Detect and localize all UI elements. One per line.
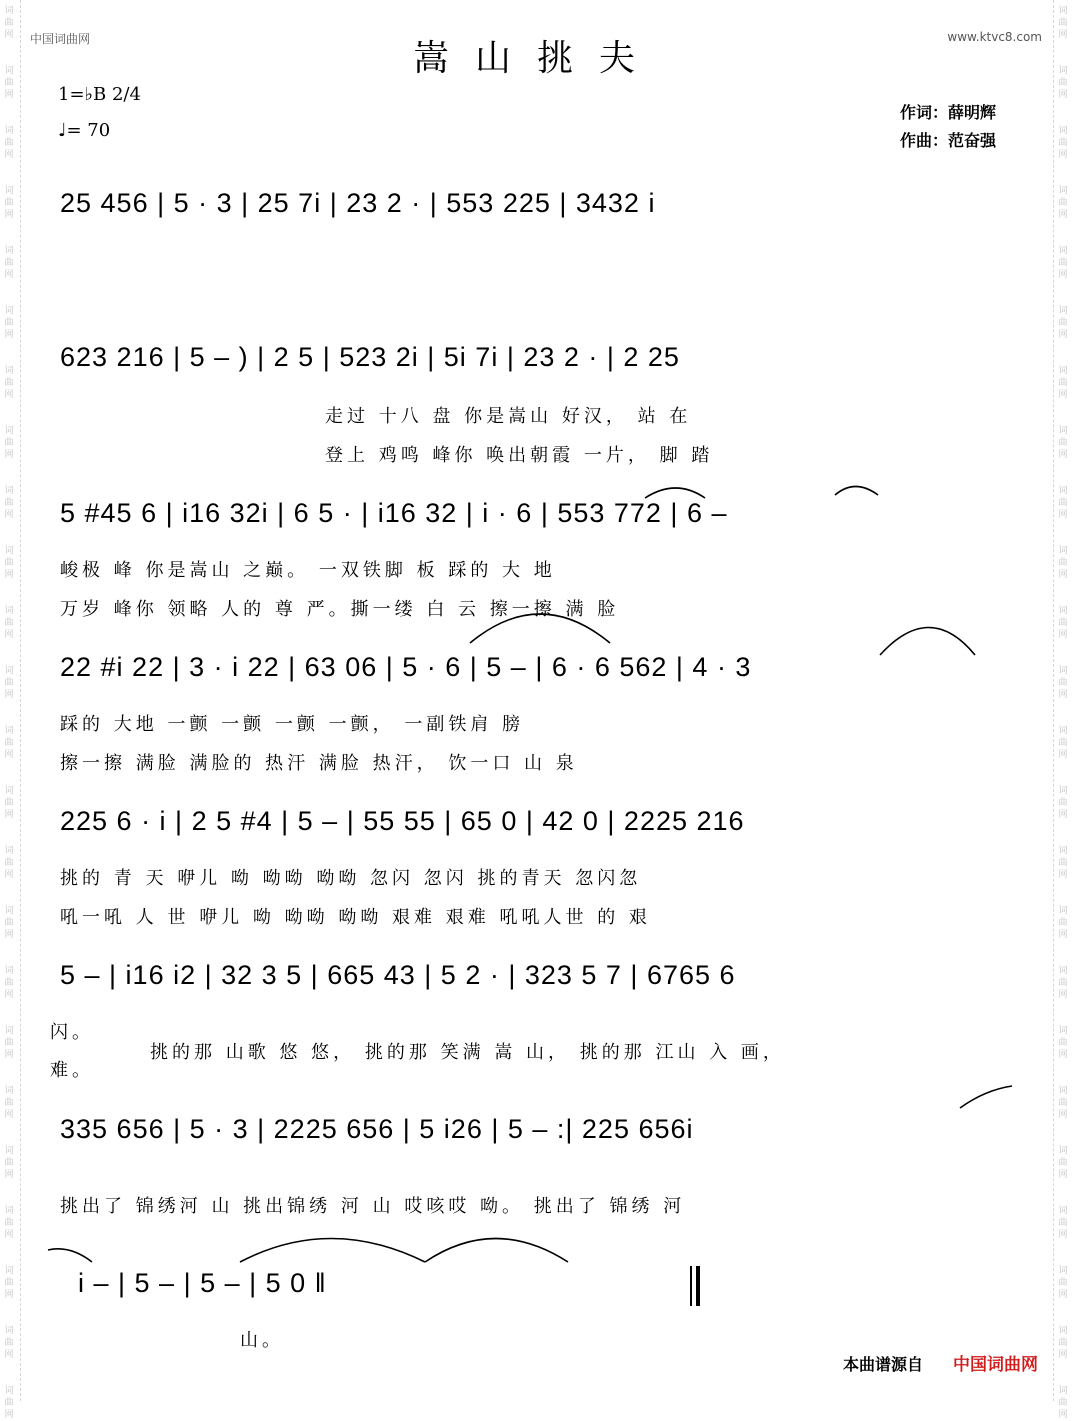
side-watermark-char: 网: [1058, 450, 1068, 460]
side-watermark-char: 网: [4, 390, 14, 400]
side-watermark-char: 曲: [1058, 138, 1068, 148]
slur-arc: [425, 1239, 568, 1263]
side-watermark-char: 网: [1058, 930, 1068, 940]
side-watermark-char: 网: [1058, 630, 1068, 640]
side-watermark-char: 网: [4, 150, 14, 160]
source-label: 本曲谱源自: [843, 1355, 924, 1374]
side-watermark-char: 网: [1058, 30, 1068, 40]
side-watermark-char: 曲: [4, 1278, 14, 1288]
side-watermark-char: 曲: [1058, 1218, 1068, 1228]
side-watermark-char: 网: [4, 750, 14, 760]
notation-line-3: 5 #45 6 | i16 32i | 6 5 · | i16 32 | i · 6 | 553 772 | 6 –: [60, 498, 728, 528]
side-watermark-char: 词: [4, 726, 14, 736]
side-watermark-char: 词: [1058, 546, 1068, 556]
side-watermark-char: 词: [1058, 246, 1068, 256]
side-watermark-char: 词: [4, 1266, 14, 1276]
lyric-line-5-verse-2: 吼一吼 人 世 咿儿 呦 呦呦 呦呦 艰难 艰难 吼吼人世 的 艰: [60, 907, 651, 928]
side-watermark-char: 网: [1058, 1230, 1068, 1240]
side-watermark-char: 网: [1058, 810, 1068, 820]
notation-line-8: i – | 5 – | 5 – | 5 0 ‖: [78, 1268, 327, 1298]
side-watermark-char: 网: [4, 450, 14, 460]
side-watermark-char: 词: [1058, 126, 1068, 136]
side-watermark-char: 词: [1058, 1146, 1068, 1156]
side-watermark-char: 网: [1058, 870, 1068, 880]
side-watermark-char: 词: [1058, 426, 1068, 436]
side-watermark-char: 网: [1058, 390, 1068, 400]
tempo-marking: ♩= 70: [58, 120, 111, 141]
side-watermark-char: 词: [4, 486, 14, 496]
lyric-line-3-verse-2: 万岁 峰你 领略 人的 尊 严。撕一缕 白 云 擦一擦 满 脸: [60, 599, 620, 620]
side-watermark-char: 网: [4, 210, 14, 220]
side-watermark-char: 网: [4, 30, 14, 40]
side-watermark-char: 曲: [1058, 558, 1068, 568]
key-signature: 1=♭B 2/4: [58, 84, 141, 105]
slur-arc: [240, 1239, 425, 1263]
side-watermark-char: 曲: [1058, 1398, 1068, 1408]
side-watermark-char: 曲: [4, 498, 14, 508]
side-watermark-char: 曲: [1058, 438, 1068, 448]
side-watermark-char: 曲: [1058, 1338, 1068, 1348]
side-watermark-char: 曲: [1058, 618, 1068, 628]
side-watermark-char: 词: [4, 246, 14, 256]
slur-arc: [880, 628, 975, 656]
slur-arc: [48, 1249, 92, 1262]
notation-line-7: 335 656 | 5 · 3 | 2225 656 | 5 i26 | 5 – :| 225 656i: [60, 1114, 694, 1144]
side-watermark-char: 词: [1058, 1206, 1068, 1216]
side-watermark-char: 曲: [1058, 318, 1068, 328]
side-watermark-char: 曲: [1058, 18, 1068, 28]
side-watermark-char: 曲: [4, 198, 14, 208]
side-watermark-char: 词: [1058, 1266, 1068, 1276]
slur-arc: [470, 614, 610, 643]
side-watermark-char: 词: [4, 126, 14, 136]
side-watermark-char: 网: [1058, 1290, 1068, 1300]
side-watermark-char: 网: [1058, 990, 1068, 1000]
side-watermark-char: 曲: [4, 678, 14, 688]
side-watermark-char: 曲: [4, 1098, 14, 1108]
side-watermark-char: 网: [4, 810, 14, 820]
notation-line-2: 623 216 | 5 – ) | 2 5 | 523 2i | 5i 7i | 23 2 · | 2 25: [60, 342, 680, 372]
side-watermark-char: 词: [1058, 1386, 1068, 1396]
side-watermark-char: 词: [1058, 726, 1068, 736]
side-watermark-char: 曲: [1058, 1158, 1068, 1168]
source-brand-link[interactable]: 中国词曲网: [953, 1355, 1038, 1375]
side-watermark-char: 曲: [1058, 798, 1068, 808]
side-watermark-char: 网: [4, 1050, 14, 1060]
side-watermark-char: 词: [4, 606, 14, 616]
side-watermark-char: 曲: [4, 1338, 14, 1348]
lyricist-credit: 作词：薛明辉: [900, 103, 997, 122]
side-watermark-char: 曲: [1058, 1098, 1068, 1108]
side-watermark-char: 词: [1058, 366, 1068, 376]
side-watermark-char: 词: [4, 66, 14, 76]
side-watermark-char: 曲: [1058, 198, 1068, 208]
side-watermark-char: 词: [4, 1026, 14, 1036]
side-watermark-char: 曲: [1058, 258, 1068, 268]
side-watermark-char: 网: [4, 990, 14, 1000]
side-watermark-char: 曲: [4, 798, 14, 808]
side-watermark-char: 词: [1058, 66, 1068, 76]
side-watermark-char: 网: [1058, 690, 1068, 700]
side-watermark-char: 词: [1058, 186, 1068, 196]
lyric-line-6-verse-1: 闪。: [50, 1022, 94, 1043]
side-watermark-char: 曲: [1058, 1278, 1068, 1288]
side-watermark-char: 词: [4, 546, 14, 556]
side-watermark-char: 词: [1058, 6, 1068, 16]
side-watermark-char: 网: [4, 690, 14, 700]
side-watermark-char: 词: [4, 186, 14, 196]
side-watermark-char: 曲: [4, 978, 14, 988]
side-watermark-char: 网: [4, 270, 14, 280]
side-watermark-char: 网: [4, 930, 14, 940]
notation-line-5: 225 6 · i | 2 5 #4 | 5 – | 55 55 | 65 0 | 42 0 | 2225 216: [60, 806, 745, 836]
notation-line-4: 22 #i 22 | 3 · i 22 | 63 06 | 5 · 6 | 5 – | 6 · 6 562 | 4 · 3: [60, 652, 752, 682]
side-watermark-char: 词: [1058, 1086, 1068, 1096]
side-watermark-char: 曲: [1058, 858, 1068, 868]
side-watermark-char: 词: [4, 666, 14, 676]
side-watermark-char: 网: [1058, 1110, 1068, 1120]
side-watermark-char: 网: [1058, 1350, 1068, 1360]
side-watermark-char: 网: [1058, 150, 1068, 160]
side-watermark-char: 词: [1058, 1026, 1068, 1036]
side-watermark-char: 网: [1058, 270, 1068, 280]
side-watermark-char: 曲: [1058, 78, 1068, 88]
side-watermark-char: 词: [4, 1146, 14, 1156]
side-watermark-char: 词: [1058, 666, 1068, 676]
lyric-line-2-verse-2: 登上 鸡鸣 峰你 唤出朝霞 一片， 脚 踏: [325, 445, 714, 466]
side-watermark-char: 网: [4, 1170, 14, 1180]
side-watermark-char: 网: [4, 1230, 14, 1240]
side-watermark-char: 词: [1058, 906, 1068, 916]
side-watermark-char: 曲: [4, 258, 14, 268]
side-watermark-char: 词: [4, 906, 14, 916]
side-watermark-char: 曲: [4, 438, 14, 448]
side-watermark-char: 网: [4, 510, 14, 520]
side-watermark-char: 词: [4, 306, 14, 316]
composer-credit: 作曲：范奋强: [900, 131, 997, 150]
lyric-line-3-verse-1: 峻极 峰 你是嵩山 之巅。 一双铁脚 板 踩的 大 地: [60, 560, 556, 581]
slur-arc: [645, 488, 705, 498]
side-watermark-char: 曲: [4, 558, 14, 568]
side-watermark-char: 词: [4, 426, 14, 436]
side-watermark-char: 词: [4, 1326, 14, 1336]
lyric-line-6-verse-2: 难。: [50, 1060, 94, 1081]
side-watermark-char: 曲: [1058, 738, 1068, 748]
lyric-line-5-verse-1: 挑的 青 天 咿儿 呦 呦呦 呦呦 忽闪 忽闪 挑的青天 忽闪忽: [60, 868, 642, 889]
side-watermark-char: 网: [4, 90, 14, 100]
side-watermark-char: 网: [1058, 510, 1068, 520]
side-watermark-char: 网: [1058, 570, 1068, 580]
lyric-line-7: 挑出了 锦绣河 山 挑出锦绣 河 山 哎咳哎 呦。 挑出了 锦绣 河: [60, 1196, 686, 1217]
side-watermark-char: 曲: [4, 618, 14, 628]
site-name-left: 中国词曲网: [30, 32, 91, 46]
lyric-line-2-verse-1: 走过 十八 盘 你是嵩山 好汉， 站 在: [325, 406, 692, 427]
side-watermark-char: 词: [1058, 1326, 1068, 1336]
side-watermark-char: 曲: [4, 18, 14, 28]
side-watermark-char: 曲: [1058, 498, 1068, 508]
slur-arc: [835, 487, 878, 496]
lyric-line-6-chorus: 挑的那 山歌 悠 悠， 挑的那 笑满 嵩 山， 挑的那 江山 入 画，: [150, 1042, 785, 1063]
side-watermark-char: 词: [1058, 786, 1068, 796]
site-url-right: www.ktvc8.com: [947, 30, 1042, 44]
side-watermark-char: 词: [1058, 486, 1068, 496]
side-watermark-char: 词: [4, 1386, 14, 1396]
side-watermark-char: 曲: [1058, 1038, 1068, 1048]
lyric-line-4-verse-2: 擦一擦 满脸 满脸的 热汗 满脸 热汗， 饮一口 山 泉: [60, 753, 578, 774]
side-watermark-char: 网: [1058, 330, 1068, 340]
side-watermark-char: 网: [1058, 1170, 1068, 1180]
notation-line-1: 25 456 | 5 · 3 | 25 7i | 23 2 · | 553 225 | 3432 i: [60, 188, 656, 218]
side-watermark-char: 词: [4, 1206, 14, 1216]
side-watermark-char: 网: [4, 630, 14, 640]
side-watermark-char: 网: [4, 870, 14, 880]
final-barline-thick: [696, 1266, 700, 1306]
side-watermark-char: 网: [4, 1410, 14, 1420]
side-watermark-char: 网: [4, 330, 14, 340]
side-watermark-char: 曲: [4, 1218, 14, 1228]
side-watermark-char: 曲: [1058, 378, 1068, 388]
side-watermark-char: 词: [4, 966, 14, 976]
side-watermark-char: 曲: [1058, 678, 1068, 688]
side-watermark-char: 曲: [4, 738, 14, 748]
side-watermark-char: 词: [1058, 306, 1068, 316]
side-watermark-char: 曲: [4, 1158, 14, 1168]
side-watermark-char: 网: [4, 1110, 14, 1120]
side-watermark-char: 曲: [4, 1398, 14, 1408]
notation-line-6: 5 – | i16 i2 | 32 3 5 | 665 43 | 5 2 · | 323 5 7 | 6765 6: [60, 960, 736, 990]
side-watermark-char: 曲: [4, 378, 14, 388]
side-watermark-char: 曲: [4, 1038, 14, 1048]
side-watermark-char: 网: [1058, 90, 1068, 100]
side-watermark-char: 曲: [4, 78, 14, 88]
side-watermark-char: 词: [4, 846, 14, 856]
side-watermark-char: 曲: [4, 858, 14, 868]
side-watermark-char: 网: [4, 1290, 14, 1300]
side-watermark-char: 词: [1058, 966, 1068, 976]
side-watermark-char: 词: [4, 1086, 14, 1096]
slur-arc: [960, 1086, 1012, 1108]
side-watermark-char: 词: [4, 366, 14, 376]
side-watermark-char: 网: [1058, 1050, 1068, 1060]
side-watermark-char: 曲: [1058, 918, 1068, 928]
side-watermark-char: 曲: [1058, 978, 1068, 988]
side-watermark-char: 曲: [4, 318, 14, 328]
side-watermark-char: 词: [1058, 846, 1068, 856]
side-watermark-char: 词: [4, 6, 14, 16]
side-watermark-char: 网: [1058, 1410, 1068, 1420]
song-title: 嵩山挑夫: [412, 38, 661, 79]
final-barline-thin: [690, 1266, 692, 1306]
side-watermark-char: 网: [4, 1350, 14, 1360]
side-watermark-char: 网: [1058, 210, 1068, 220]
side-watermark-char: 曲: [4, 918, 14, 928]
lyric-line-4-verse-1: 踩的 大地 一颤 一颤 一颤 一颤， 一副铁肩 膀: [60, 714, 525, 735]
side-watermark-char: 网: [4, 570, 14, 580]
side-watermark-char: 曲: [4, 138, 14, 148]
side-watermark-char: 词: [1058, 606, 1068, 616]
side-watermark-char: 词: [4, 786, 14, 796]
lyric-line-8: 山。: [240, 1330, 284, 1351]
side-watermark-char: 网: [1058, 750, 1068, 760]
